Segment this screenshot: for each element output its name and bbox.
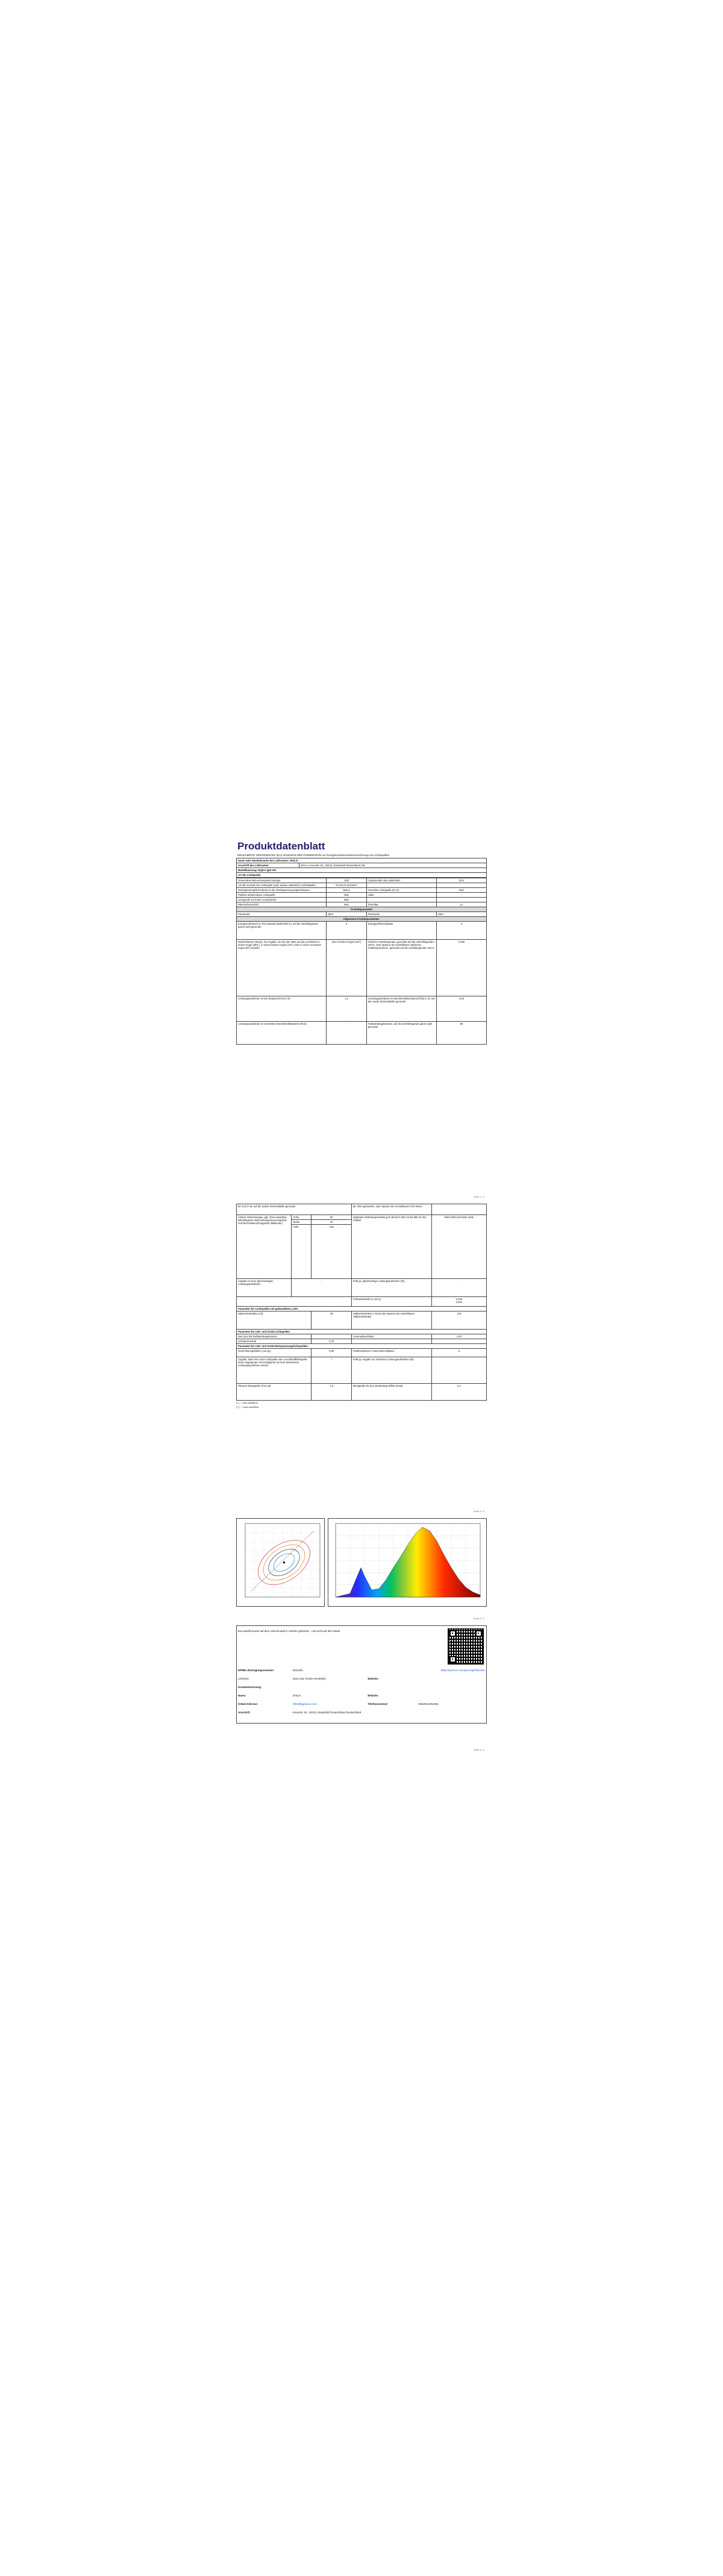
cell: -: [431, 1279, 486, 1297]
cell: -: [436, 893, 486, 898]
cell: Nein: [327, 893, 366, 898]
cell: DLS: [436, 878, 486, 883]
eprel-link[interactable]: https://eprel.ec.europa.eu/qr/2521261: [440, 1668, 485, 1672]
cell: Energieverbrauch im Ein-Zustand (kWh/1000 h), auf die nächstliegende ganze Zahl gerundet: [237, 922, 327, 940]
datasheet-page-4: [236, 1625, 487, 1751]
cell: Messgröße für den Stroboskop-Effekt (SVM): [351, 1384, 431, 1401]
cell: Halbwertswinkel in Grad oder Spanne der einstellbaren Halbwertswinkel: [351, 1311, 431, 1330]
supplier-value: Zuoci (Zur GmbH Hersteller): [292, 1677, 327, 1680]
supplier-label: Lieferant:: [238, 1677, 249, 1680]
page-title: Produktdatenblatt: [237, 840, 325, 852]
cell: Spektrale Strahlungsverteilung im Bereich 250 nm bis 800 nm bei Volllast: [351, 1215, 431, 1279]
cell: Breite: [292, 1220, 311, 1225]
footnote: (*) „-“ nicht zutreffend: [236, 1402, 258, 1404]
name-label: Name:: [238, 1693, 246, 1697]
cell: Verwendete Beleuchtungstechnologie:: [237, 878, 327, 883]
cell: Nutzlichtstrom (Φuse), mit Angabe, ob sich der Wert auf den Lichtstrom in einem Kegel (360°), in einem breiten Kegel (120°) oder in einem schmalen Kegel (90°) bezieht: [237, 940, 327, 996]
model-row: Modellkennung: Night Light 001: [237, 868, 487, 873]
cell: Lebensdauerfaktor: [351, 1334, 431, 1339]
cell: Dimmbar:: [366, 902, 436, 907]
cell: 135: [311, 1225, 351, 1279]
cell: Nein: [327, 898, 366, 902]
supplier-row: Name oder Handelsmarke des Lieferanten: ZHILAI: [237, 858, 487, 863]
cell: Nein: [436, 888, 486, 893]
table-header-row: [237, 912, 487, 917]
address-label-2: Anschrift:: [238, 1710, 251, 1714]
cell: [436, 883, 486, 888]
cell: -: [327, 1022, 366, 1045]
cell: Ähnliche Farbtemperatur, gerundet auf die nächstliegenden 100 K, oder Spanne der einstellbaren ähnlichen Farbtemperaturen, gerundet auf die nächstliegenden 100 K: [366, 940, 436, 996]
table-row: [237, 1334, 487, 1339]
product-params-heading: Produktparameter: [237, 907, 487, 912]
email-link[interactable]: zhilai@gpamon.com: [292, 1702, 317, 1705]
datasheet-page-2: [236, 1204, 487, 1513]
cell: Leistungsaufnahme im vernetzten Bereitschaftsbetrieb (Pnet): [237, 1022, 327, 1045]
table-row: [237, 1022, 487, 1045]
table-row: [237, 1384, 487, 1401]
cell: [311, 1334, 351, 1339]
cell: für CLS in W, auf die zweite Dezimalstelle gerundet: [237, 1204, 352, 1215]
table-row: [237, 883, 487, 888]
cell: [436, 898, 486, 902]
column-header: Wert: [327, 912, 366, 917]
cell: Tiefe: [292, 1225, 311, 1279]
chromaticity-chart: [236, 1518, 325, 1607]
name-value: ZHILAI: [292, 1693, 301, 1697]
cell: [351, 1339, 431, 1344]
cell: Energieeffizienzklasse: [366, 922, 436, 940]
table-row: [237, 1215, 487, 1220]
eprel-label: EPREL-Eintragungsnummer:: [238, 1668, 275, 1672]
table-row: [237, 1349, 487, 1357]
cell: Angabe zu einer gleichwertigen Leistungsaufnahme*: [237, 1279, 292, 1297]
cell: 1,2: [327, 996, 366, 1022]
table-row: [237, 1297, 487, 1307]
table-row: [237, 1357, 487, 1384]
cell: Lichtstromerhalt: [237, 1339, 311, 1344]
cell: [366, 883, 436, 888]
cell: 100 in breiter Kegel (120°): [327, 940, 366, 996]
cell: 80: [436, 1022, 486, 1045]
cell: Leistungsaufnahme im Bereitschaftszustand (Psb) in W, auf die zweite Dezimalstelle gerundet: [366, 996, 436, 1022]
table-row: [237, 940, 487, 996]
cell: Höhe: [292, 1215, 311, 1220]
website-label: Website:: [368, 1677, 379, 1680]
cell: Hülle:: [366, 893, 436, 898]
cell: Spitzenlichtstärke (cd): [237, 1311, 311, 1330]
cell: 2: [327, 922, 366, 940]
cell: Ungebündelt oder gebündelt:: [366, 878, 436, 883]
table-row: [237, 1311, 487, 1330]
table-row: [237, 888, 487, 893]
cell: Verschiebungsfaktor (cos φ1): [237, 1349, 311, 1357]
regulation-subtitle: DELEGIERTE VERORDNUNG (EU) 2019/2015 DER KOMMISSION zur Energieverbrauchskennzeichnung von Lichtquellen: [237, 854, 390, 857]
eprel-table: [236, 1625, 487, 1724]
cell: 1,0: [311, 1384, 351, 1401]
cell: Farbwiedergabeindex, auf die nächstliegende ganze Zahl gerundet: [366, 1022, 436, 1045]
cell: Vernetzte Lichtquelle (CLS):: [366, 888, 436, 893]
intro-text: Das Modell wurde auf dem Unionsmarkt in Verkehr gebracht... und nicht auf dem Markt: [238, 1630, 340, 1633]
cell: Farblich abstimmbare Lichtquelle:: [237, 893, 327, 898]
table-row: [237, 1339, 487, 1344]
type-table: [236, 878, 487, 1045]
supplier-table: [236, 858, 487, 878]
directional-section-heading: Parameter für Lichtquellen mit gebündeltem Licht:: [237, 1307, 487, 1311]
cell: 0,50: [311, 1349, 351, 1357]
phone-value: +8615012354394: [418, 1702, 439, 1705]
table-row: [237, 878, 487, 883]
page-number: Seite 2 / 4: [473, 1510, 484, 1513]
type-section-heading: Art der Lichtquelle:: [237, 873, 487, 878]
phone-label: Telefonnummer:: [368, 1702, 389, 1705]
cell: 1,00: [431, 1334, 486, 1339]
cell: -: [431, 1357, 486, 1384]
cell: 0,446 0,403: [431, 1297, 486, 1307]
cell: Angabe, dass eine LED-Lichtquelle eine Leuchtstofflichtquelle ohne eingebautes Vorschaltgerät mit einer bestimmten Leistungsaufnahme ersetzt: [237, 1357, 311, 1384]
page-number: Seite 3 / 4: [473, 1617, 484, 1620]
cell: Falls ja, Angabe zur ersetzten Leistungsaufnahme (W): [351, 1357, 431, 1384]
cell: [431, 1204, 486, 1215]
cell: 70: [311, 1220, 351, 1225]
cell: LED: [327, 878, 366, 883]
cell: 0,50: [436, 996, 486, 1022]
table-row: [237, 893, 487, 898]
table-row: [237, 1279, 487, 1297]
cell: Farbwertanteile (x und y): [351, 1297, 431, 1307]
footnote: (**) „-“ nicht zutreffend: [236, 1405, 259, 1408]
cell: 120: [431, 1311, 486, 1330]
page-number: Seite 4 / 4: [473, 1748, 484, 1751]
cell: 48: [311, 1311, 351, 1330]
datasheet-page-1: [236, 839, 487, 1198]
spectrum-chart: [328, 1518, 487, 1607]
qr-code-icon[interactable]: [448, 1628, 484, 1665]
datasheet-page-3: [236, 1518, 487, 1620]
table-row: [237, 898, 487, 902]
cell: ja: [436, 902, 486, 907]
cell: 82: [311, 1215, 351, 1220]
cell: 5: [431, 1349, 486, 1357]
table-row: [237, 996, 487, 1022]
table-row: [237, 902, 487, 907]
column-header: Parameter: [237, 912, 327, 917]
table-row: [237, 922, 487, 940]
spectrum-svg: [328, 1519, 486, 1606]
cell: Wert des R9-Farbwiedergabeindex: [237, 1334, 311, 1339]
cell: 0,4: [431, 1384, 486, 1401]
cell: Nein: [327, 902, 366, 907]
address-value: ZHILAI, Kreuzstr. 6C, 40210, Düsseldorf Deutschland, DE: [299, 863, 486, 868]
table-row: [237, 1204, 487, 1215]
cell: Farbkonsistenz in MacAdam-Ellipsen: [351, 1349, 431, 1357]
cell: -*: [311, 1357, 351, 1384]
column-header: Parameter: [366, 912, 436, 917]
cell: Blendschutzschild:: [237, 902, 327, 907]
cell: [237, 1297, 352, 1307]
eprel-value: 2521261: [292, 1668, 303, 1672]
cell: 3 000: [436, 940, 486, 996]
email-label: E-Mail-Adresse:: [238, 1702, 258, 1705]
address-value-2: Kreuzstr. 6C, 40210, Düsseldorf Deutschland Deutschland: [292, 1710, 362, 1714]
mains-section-heading: Parameter für LED- und OLED-Netzspannungslichtquellen:: [237, 1344, 487, 1349]
page-number: Seite 1 / 4: [473, 1195, 484, 1198]
params-table-continued: [236, 1204, 487, 1401]
cell: F: [436, 922, 486, 940]
cell: NMLS: [327, 888, 366, 893]
chromaticity-point: [283, 1562, 285, 1563]
customer-service-label: Kundenbetreuung:: [238, 1685, 262, 1689]
cell: 0,70: [311, 1339, 351, 1344]
website2-label: Website:: [368, 1693, 379, 1697]
cell: Art des Sockels der Lichtquelle (oder andere elektrische Schnittstelle): [237, 883, 327, 888]
cell: Flimmer-Messgröße (Pst LM): [237, 1384, 311, 1401]
cell: Äußere Abmessungen, ggf. ohne separates Betriebsgerät, Beleuchtungssteuerungsteile und Nicht-Beleuchtungsteile (Millimeter): [237, 1215, 292, 1279]
cell: PLUG-IN SOCKET: [327, 883, 366, 888]
general-params-heading: Allgemeine Produktparameter:: [237, 917, 487, 922]
chromaticity-svg: [237, 1519, 324, 1606]
cell: Leistungsaufnahme im Ein-Zustand (Pon) in W: [237, 996, 327, 1022]
cell: Netzspannung/Nicht direkt an die Netzspannung angeschlossen:: [237, 888, 327, 893]
led-oled-section-heading: Parameter für LED- und OLED-Lichtquellen:: [237, 1330, 487, 1334]
cell: [431, 1339, 486, 1344]
cell: Lichtquelle mit hoher Leuchtdichte:: [237, 898, 327, 902]
column-header: Wert: [436, 912, 486, 917]
address-label: Anschrift des Lieferanten:: [237, 863, 299, 868]
cell: Siehe Bild auf letzter Seite: [431, 1215, 486, 1279]
cell: -: [292, 1279, 352, 1297]
cell: [366, 898, 436, 902]
cell: Falls ja, gleichwertige Leistungsaufnahme (W): [351, 1279, 431, 1297]
cell: ab. Wert gebunden, oder Spanne der einstellbaren CRI-Werte: [351, 1204, 431, 1215]
